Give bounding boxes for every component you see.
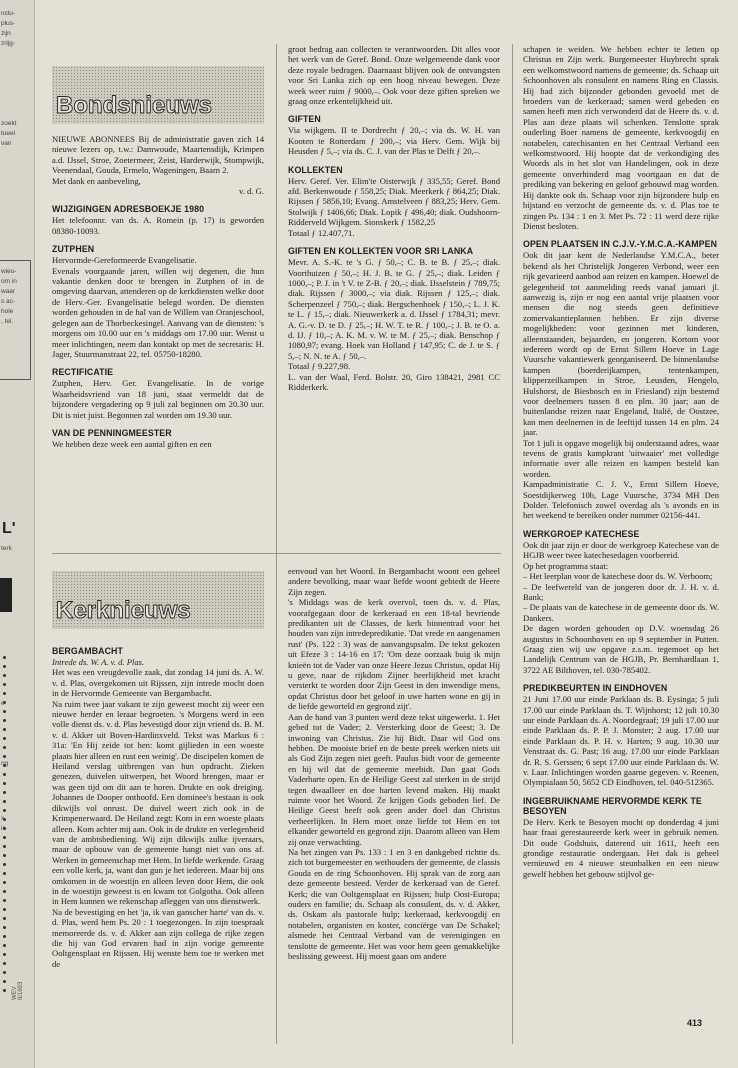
previous-page-fragment: plus-	[1, 20, 16, 27]
article-paragraph: Evenals voorgaande jaren, willen wij degenen, die hun vakantie denken door te brengen in Zutphen of in de omgeving daarvan, attenderen op de kerkdiensten welke door de Herv.-Ger. Evangelisatie belegd worden. De diensten worden gehouden in de hal van de Willem van Oranjeschool, gelegen aan de Thorbeckesingel. Aanvang van de diensten: 's morgens om 10.00 uur en 's middags om 17.00 uur. Wenst u meer inlichtingen, neem dan kontakt op met de secretaris: H. Jager, Stuurmanstraat 22, tel. 05750-18280.	[52, 265, 264, 359]
previous-page-dot	[3, 755, 6, 758]
kerknieuws-column-2	[288, 566, 500, 961]
previous-page-dot	[3, 737, 6, 740]
article-heading: WIJZIGINGEN ADRESBOEKJE 1980	[52, 204, 205, 215]
previous-page-dot	[3, 989, 6, 992]
article-heading: PREDIKBEURTEN IN EINDHOVEN	[523, 683, 668, 694]
article-subtitle: Intrede ds. W. A. v. d. Plas.	[52, 657, 145, 667]
article-heading: KOLLEKTEN	[288, 164, 343, 175]
previous-page-dot	[3, 728, 6, 731]
previous-page-dot	[3, 656, 6, 659]
previous-page-dot	[3, 854, 6, 857]
previous-page-dot	[3, 845, 6, 848]
previous-page-fragment: L'	[2, 520, 16, 537]
article-paragraph: Kampadministratie C. J. V., Ernst Sillem Hoeve, Soestdijkerweg 10b, Lage Vuursche, 3734 MH Den Dolder. Telefonisch zowel overdag als 's avonds en in het weekend te bereiken onder nummer 02156-441.	[523, 479, 719, 521]
previous-page-fragment: x	[1, 815, 5, 822]
previous-page-dot	[3, 746, 6, 749]
article-paragraph: NIEUWE ABONNEES Bij de administratie gaven zich 14 nieuwe lezers op, t.w.: Damwoude, Maartensdijk, Krimpen a.d. IJssel, Stroe, Zoetermeer, Zeist, Harderwijk, Stompwijk, Veenendaal, Gouda, Ermelo, Wageningen, Baarn 2.	[52, 134, 264, 176]
previous-page-fragment: s ac-	[1, 298, 16, 305]
article-signature: v. d. G.	[239, 186, 264, 197]
previous-page-dot	[3, 980, 6, 983]
article-paragraph: Hervormde-Gereformeerde Evangelisatie.	[52, 255, 197, 266]
previous-page-dot	[3, 863, 6, 866]
article-heading: GIFTEN	[288, 114, 321, 125]
previous-page-dot	[3, 926, 6, 929]
previous-page-dot	[3, 953, 6, 956]
article-paragraph: We hebben deze week een aantal giften en een	[52, 438, 212, 449]
previous-page-fragment: tueel	[1, 130, 16, 137]
article-heading: INGEBRUIKNAME HERVORMDE KERK TE BESOYEN	[523, 795, 702, 816]
previous-page-dot	[3, 710, 6, 713]
previous-page-fragment: zoekt	[1, 120, 17, 127]
article-paragraph: Via wijkgem. II te Dordrecht ƒ 20,–; via ds. W. H. van Kooten te Rotterdam ƒ 200,–; via Herv. Gem. Wijk bij Heusden ƒ 5,–; via ds. C. J. van der Plas te Delft ƒ 20,–.	[288, 125, 500, 157]
previous-page-dot	[3, 890, 6, 893]
article-paragraph: 21 Juni 17.00 uur einde Parklaan ds. B. Eysinga; 5 juli 17.00 uur einde Parklaan ds. T. Wijnhorst; 12 juli 10.30 uur einde Parklaan ds. A. Noordegraaf; 19 juli 17.00 uur einde Parklaan ds. P. P. J. Monster; 2 aug. 17.00 uur einde Parklaan ds. P. H. v. Harten; 9 aug. 10.30 uur Venstraat ds. G. Past; 16 aug. 17.00 uur einde Parklaan dr. R. S. Gerssen; 6 sept 17.00 uur einde Parklaan ds. W. v. Laar. Inlichtingen worden gaarne gegeven. v. Reenen, Olympialaan 50, 5652 CD Eindhoven, tel. 040-512365.	[523, 694, 719, 788]
article-paragraph: Op het programma staat:	[523, 560, 609, 571]
previous-page-dot	[3, 800, 6, 803]
previous-page-dot	[3, 962, 6, 965]
previous-page-dot	[3, 782, 6, 785]
kerknieuws-banner	[52, 571, 264, 629]
article-heading: ZUTPHEN	[52, 244, 95, 255]
previous-page-dot	[3, 971, 6, 974]
kerknieuws-title: Kerknieuws	[56, 597, 191, 624]
previous-page-edge	[0, 0, 35, 1068]
kerknieuws-column-1	[52, 638, 264, 969]
column-rule-2	[512, 44, 513, 1044]
previous-page-dot	[3, 935, 6, 938]
article-heading: VAN DE PENNINGMEESTER	[52, 427, 172, 438]
article-paragraph: Mevr. A. S.-K. te 's G. ƒ 50,–; C. B. te B. ƒ 25,–; diak. Voorthuizen ƒ 50,–; H. J. B. te G. ƒ 25,–; diak. Leiden ƒ 1000,–; P. J. in 't V. te Z-B. ƒ 20,–; diak. IJsselstein ƒ 789,75; diak. Rijssen ƒ 3000,–; via diak. Rijssen ƒ 125,–; diak. Scherpenzeel ƒ 750,–; diak. Bergschenhoek ƒ 150,–; L. J. K. te L. ƒ 15,–; diak. Nieuwerkerk a. d. IJssel ƒ 1784,31; mevr. A. G.-v. D. te D. ƒ 25,–; H. W. T. te R. ƒ 100,–; J. B. te O. a. d. IJ. ƒ 10,–; A. K. M. v. W. te M. ƒ 25,–; diak. Benschop ƒ 1080,97; evang. Hoek van Holland ƒ 147,95; C. de J. te S. ƒ 5,–; N. N. te A. ƒ 50,–.	[288, 257, 500, 361]
previous-page-dot	[3, 908, 6, 911]
article-paragraph: – Het leerplan voor de katechese door ds. W. Verboom;	[523, 571, 713, 582]
article-paragraph: Het was een vreugdevolle zaak, dat zondag 14 juni ds. A. W. v. d. Plas, overgekomen uit Rijssen, zijn intrede mocht doen in de Hervormde Gemeente van Bergambacht.	[52, 667, 264, 699]
previous-page-fragment: nclu-	[1, 10, 16, 17]
previous-page-fragment: zijn	[1, 30, 11, 37]
previous-page-dot	[3, 692, 6, 695]
previous-page-fragment: ng	[1, 760, 9, 767]
article-paragraph: Herv. Geref. Ver. Elim'te Oisterwijk ƒ 335,55; Geref. Bond afd. Berkenwoude ƒ 558,25; Diak. Meerkerk ƒ 864,25; Diak. Rijssen ƒ 5856,10; Evang. Amstelveen ƒ 883,25; Herv. Gem. Stolwijk ƒ 1406,66; Diak. Lopik ƒ 496,40; diak. Oudshoorn-Ridderveld Wijkgem. Sionskerk ƒ 1582,25	[288, 175, 500, 228]
previous-page-fragment: hole	[1, 308, 14, 315]
article-heading: BERGAMBACHT	[52, 646, 123, 656]
previous-page-dot	[3, 665, 6, 668]
previous-page-dot	[3, 719, 6, 722]
article-paragraph: Totaal ƒ 12.407,71.	[288, 227, 355, 238]
bondsnieuws-column-2	[288, 44, 500, 392]
column-rule-1	[276, 44, 277, 1044]
article-paragraph: Aan de hand van 3 punten werd deze tekst uitgewerkt. 1. Het gebed tot de Vader; 2. Versterking door de Geest; 3. De inwoning van Christus. Zie hij Bidt. Daar wil God ons hebben. De mooiste brief en de beste preek werken niets uit als God Zijn zegen niet geeft. Paulus bidt voor de gemeente en hij wil dat de gemeente meebidt. Dan gaat Gods Vaderharte open. En de Heilige Geest zal sterken in de strijd tegen dwaalleer en doe harten levend maken. Hij maakt ruimte voor het Woord. Ze krijgen Gods geboden lief. De Heilige Geest heeft ook geen ander doel dan Christus verheerlijken. In Hem moet onze liefde tot Hem en tot elkander geworteld en gegrond zijn. Daarom alleen van Hem zij onze verwachting.	[288, 711, 500, 847]
article-paragraph: Totaal ƒ 9.227,98.	[288, 361, 351, 372]
article-paragraph: 's Middags was de kerk overvol, toen ds. v. d. Plas, voorafgegaan door de kerkeraad en een 18-tal bevriende predikanten uit de Classes, de kerk binnentrad voor het houden van zijn intredepredikatie. 'Dat vrede en aangenamen rust' (Ps. 122 : 3) was de aanvangspsalm. De tekst gekozen uit Efeze 3 : 14-16 en 17: 'Om deze oorzaak buig ik mijn knieën tot de Vader van onze Heere Jezus Christus, opdat Hij u geve, naar de rijkdom Zijner heerlijkheid met kracht versterkt te worden door Zijn Geest in den inwendige mens, opdat Christus door het geloof in uwe harten wone en gij in de liefde geworteld en gegrond zijt'.	[288, 597, 500, 712]
article-heading: WERKGROEP KATECHESE	[523, 528, 640, 539]
previous-page-fragment: om in	[1, 278, 17, 285]
article-paragraph: Ook dit jaar zijn er door de werkgroep Katechese van de HGJB weer twee katechesedagen voorbereid.	[523, 539, 719, 561]
previous-page-fragment: terk	[1, 545, 12, 552]
previous-page-fragment: ir-	[1, 825, 7, 832]
bondsnieuws-title: Bondsnieuws	[56, 92, 213, 119]
previous-page-fragment: van	[1, 140, 12, 147]
previous-page-dot	[3, 683, 6, 686]
right-column	[523, 44, 719, 879]
previous-page-dot	[3, 899, 6, 902]
previous-page-dot	[3, 773, 6, 776]
article-paragraph: Met dank en aanbeveling,	[52, 175, 141, 186]
bondsnieuws-banner	[52, 66, 264, 124]
article-paragraph: eenvoud van het Woord. In Bergambacht woont een geheel andere bevolking, maar waar liefde woont gebiedt de Heere Zijn zegen.	[288, 566, 500, 597]
article-paragraph: schapen te weiden. We hebben echter te letten op Christus en Zijn werk. Burgemeester Huybrecht sprak een welkomstwoord namens de gemeente; ds. Schaap uit Schoonhoven als consulent en namens Ring en Classis. Hij had zich bijzonder gebonden gevoeld met de broeders van de kerkeraad; samen werd gebeden en samen heeft men zich verwonderd dat de Heere ds. v. d. Plas aan deze plaats wil schenken. Tenslotte sprak ouderling Boer namens de gemeente, kerkvoogdij en notabelen, catechisanten en het Centraal Verband een welkomstwoord. Hij hoopte dat de verkondiging des Woords als in het slot van Handelingen, ook in deze gemeente onverhinderd mag voortgaan en dat de prediking van bekering en geloof gebouwd mag worden. Hij dankte ook ds. Schaap voor zijn bijzondere hulp en bijstand en verzocht de gemeente ds. v. d. Plas toe te zingen Ps. 134 : 1 en 3. Met Ps. 72 : 11 werd deze rijke Dienst besloten.	[523, 44, 719, 231]
previous-page-dot	[3, 674, 6, 677]
previous-page-dot	[3, 917, 6, 920]
previous-page-dot	[3, 881, 6, 884]
article-paragraph: Tot 1 juli is opgave mogelijk bij onderstaand adres, waar tevens de gratis kampkrant 'uitwaaier' met volledige informatie over alle reizen en kampen besteld kan worden.	[523, 437, 719, 479]
previous-page-dot	[3, 791, 6, 794]
previous-page-fragment: e	[1, 700, 5, 707]
article-paragraph: De Herv. Kerk te Besoyen mocht op donderdag 4 juni haar fraai gerestaureerde kerk weer in gebruik nemen. Dit oude Godshuis, daterend uit 1611, heeft een grondige restauratie ondergaan. Het dak is geheel vernieuwd en 4 nieuwe steunbalken en een nieuw gewelf hebben het gebouw stijlvol ge-	[523, 816, 719, 879]
article-paragraph: Na de bevestiging en het 'ja, ik van ganscher harte' van ds. v. d. Plas, werd hem Ps. 20 : 1 toegezongen. In zijn toespraak memoreerde ds. v. d. Akker aan zijn collega de rijke zegen die hij van God ervaren had in zijn vorige gemeente Ooltgensplaat en Rijssen. Hij wenste hem toe te werken met de	[52, 906, 264, 969]
article-heading: OPEN PLAATSEN IN C.J.V.-Y.M.C.A.-KAMPEN	[523, 239, 718, 250]
previous-page-dot	[3, 872, 6, 875]
article-paragraph: Na ruim twee jaar vakant te zijn geweest mocht zij weer een nieuwe herder en leraar begroeten. 's Morgens werd in een volle dienst ds. v. d. Plas bevestigd door zijn vriend ds. B. M. v. d. Akker uit Boven-Hardinxveld. Tekst was Markus 6 : 31a: 'En Hij zeide tot hen: komt gijlieden in een woeste plaats hier alleen en rust een weinig'. De discipelen komen de Heiland verslag uitbrengen van hun opdracht. Zieken genezen, duivelen uitwerpen, het Woord brengen, maar er was geen tijd om dit aan te horen. Drukte en ook dreiging. Johannes de Dooper onthoofd. Een dominee's bestaan is ook dikwijls vol onrust. De duivel weert zich ook in de Krimpenerwaard. De Heiland zegt: Kom in een woeste plaats alleen. Kom achter mij aan. Ook in de drukte en verlegenheid van de ambtsbediening. Wij zijn dikwijls zulke ijveraars, maar de opbouw van de gemeente hangt niet van ons af. Werken in gemeenschap met Hem. In liefde werkende. Graag een volle kerk, ja, want dan gun je het iedereen. Maar bij ons omkomen in de woestijn en alleen leven door Hem, die ook in de woestijn geweest is en kwam tot Golgotha. Ook alleen in Hem kunnen we rekenschap afleggen van ons dienstwerk.	[52, 698, 264, 907]
article-paragraph: Het telefoonnr. van ds. A. Romein (p. 17) is geworden 08380-10093.	[52, 215, 264, 236]
page-number: 413	[686, 1018, 702, 1028]
article-paragraph: Na het zingen van Ps. 133 : 1 en 3 en dankgebed richtte ds. zich tot burgemeester en wethouders der gemeente, de classis Gouda en de ring Schoonhoven. Hij sprak van de zorg aan deze gemeente besteed. Verder de kerkeraad van de Geref. Kerk; die van Ooltgensplaat en Rijssen; hulp Oost-Europa; ouders en familie; ds. Schaap als consulent, ds. v. d. Akker, ds. Oskam als pastorale hulp; kerkeraad, kerkvoogdij en notabelen, organisten en koster, conciërge van De Schakel; alsmede het Centraal Verband van de verenigingen en tenslotte de gemeente. Het was voor hem geen gemakkelijke beslissing geweest. Hij moest gaan om andere	[288, 846, 500, 962]
bondsnieuws-column-1	[52, 134, 264, 449]
previous-page-vertical-text: WEV 8/1693	[12, 981, 24, 1000]
article-paragraph: L. van der Waal, Ferd. Bolstr. 20, Giro 138421, 2981 CC Ridderkerk.	[288, 371, 500, 392]
previous-page-dot	[3, 809, 6, 812]
article-heading: GIFTEN EN KOLLEKTEN VOOR SRI LANKA	[288, 246, 474, 257]
article-paragraph: groot bedrag aan collecten te verantwoorden. Dit alles voor het werk van de Geref. Bond. Onze welgemeende dank voor deze royale bedragen. Daarnaast blijven ook de ontvangsten voor Sri Lanka zich op een hoog niveau bewegen. Deze week weer ruim ƒ 9000,–. Ook voor deze giften spreken we graag onze erkentelijkheid uit.	[288, 44, 500, 107]
article-paragraph: Ook dit jaar kent de Nederlandse Y.M.C.A., beter bekend als het Christelijk Jongeren Verbond, weer een rijk gevarieerd aanbod aan reizen en kampen. Hoewel de gelegenheid tot aanmelding reeds vanaf januari jl. aanwezig is, zijn er nog een aantal vrije plaatsen voor mensen die nog steeds geen definitieve zomervakantieplannen hebben. Er zijn diverse mogelijkheden: voor gezinnen met kinderen, alleenstaanden, bejaarden, en jongeren. Kortom voor iedereen wordt op de Ernst Sillem Hoeve in Lage Vuursche vakantiewerk georganiseerd. De binnenlandse kampen (boerderijkampen, tentenkampen, klipperzeilkampen in Stroe, Leusden, Hengelo, Hulshorst, de Biesbosch en in Friesland) zijn bestemd voor deelnemers tussen 8 en plm. 30 jaar; aan de buitenlandse reizen naar Engeland, Italië, de Oostzee, kan men deelnemen in de leeftijd tussen 14 en plm. 24 jaar.	[523, 250, 719, 438]
article-paragraph: Zutphen, Herv. Ger. Evangelisatie. In de vorige Waarheidsvriend van 18 juni, staat vermeldt dat de bijzondere vergadering op 9 juli zal beginnen om 20.30 uur. Dit is niet juist. Begonnen zal worden om 19.30 uur.	[52, 378, 264, 420]
previous-page-fragment: zrijg-	[1, 40, 16, 47]
previous-page-black-bar	[0, 578, 12, 612]
previous-page-fragment: , tel.	[1, 318, 14, 325]
article-paragraph: – De plaats van de katechese in de gemeente door ds. W. Dankers.	[523, 602, 719, 623]
article-heading: RECTIFICATIE	[52, 367, 114, 378]
article-paragraph: De dagen worden gehouden op D.V. woensdag 26 augustus in Schoonhoven en op 9 september in Putten. Graag zien wij uw opgave z.s.m. tegemoet op het Landelijk Centrum van de HGJB, Pr. Bernhardlaan 1, 3722 AE Bilthoven, tel. 030-785402.	[523, 623, 719, 675]
previous-page-dot	[3, 944, 6, 947]
article-paragraph: – De leefwereld van de jongeren door dr. J. H. v. d. Bank;	[523, 581, 719, 602]
previous-page-dot	[3, 836, 6, 839]
previous-page-fragment: wleu-	[1, 268, 17, 275]
previous-page-fragment: waar	[1, 288, 16, 295]
